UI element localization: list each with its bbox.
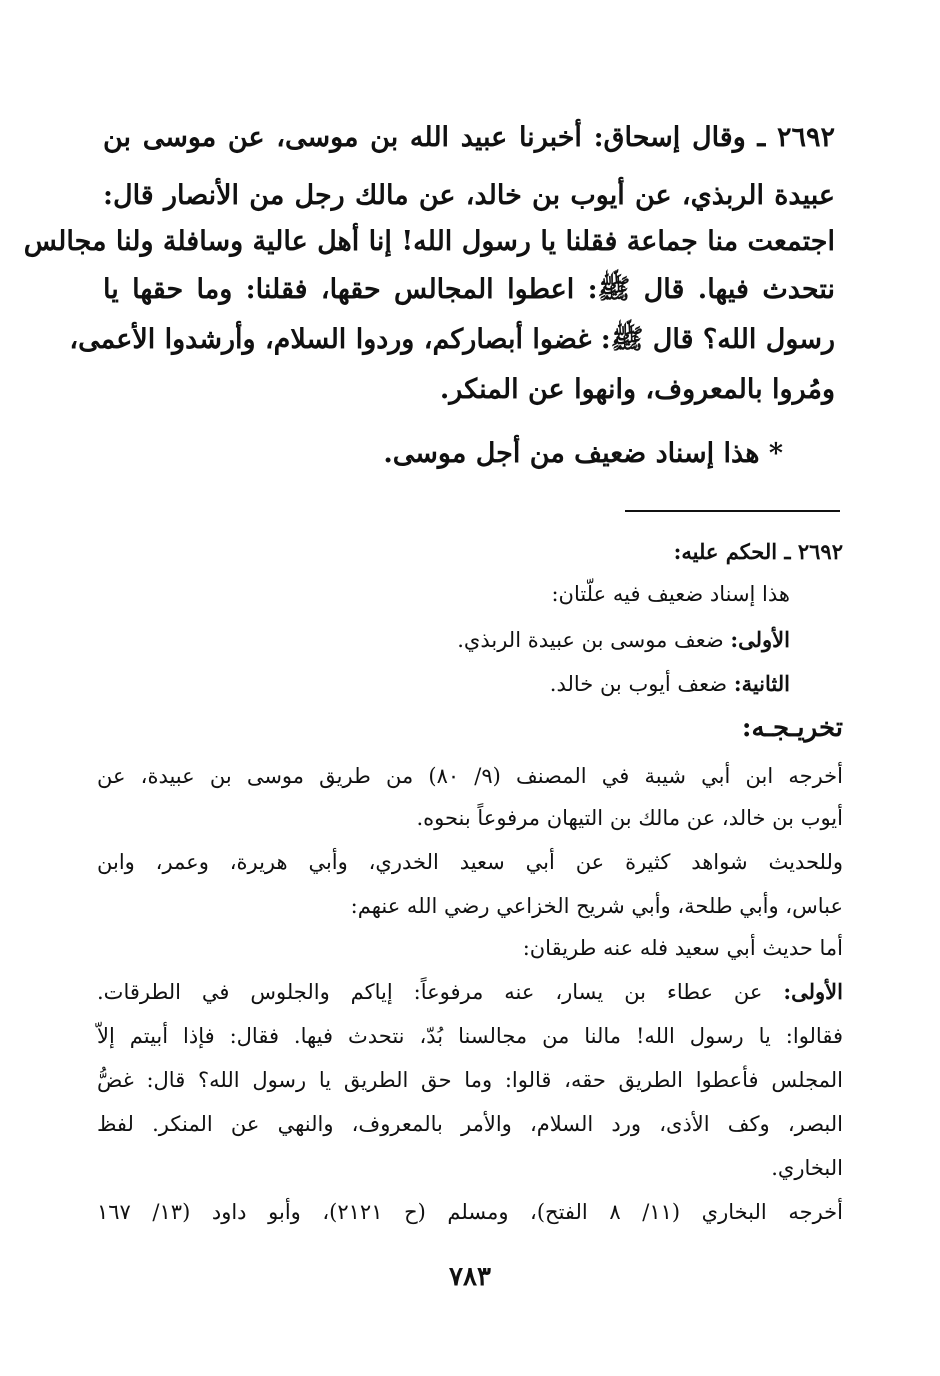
takhrij-route-first [97, 976, 843, 1008]
takhrij-line-5: أما حديث أبي سعيد فله عنه طريقان: [522, 936, 843, 960]
first-text: ضعف موسى بن عبيدة الربذي. [457, 628, 724, 652]
ruling-second-cause [97, 668, 790, 700]
takhrij-heading: تخريـجـه: [741, 713, 843, 743]
takhrij-line-6: فقالوا: يا رسول الله! مالنا من مجالسنا بُدّ، نتحدث فيها. فقال: فإذا أبيتم إلاّ [97, 1024, 843, 1048]
route-text: عن عطاء بن يسار، عنه مرفوعاً: إياكم والجلوس في الطرقات. [97, 980, 763, 1004]
takhrij-line-10: أخرجه البخاري (١١/ ٨ الفتح)، ومسلم (ح ٢١٢١)، وأبو داود (١٣/ ١٦٧ [97, 1200, 843, 1224]
takhrij-line-8: البصر، وكف الأذى، ورد السلام، والأمر بالمعروف، والنهي عن المنكر. لفظ [97, 1112, 843, 1136]
ruling-heading: ٢٦٩٢ ـ الحكم عليه: [673, 539, 843, 564]
hadith-line-1: ٢٦٩٢ ـ وقال إسحاق: أخبرنا عبيد الله بن موسى، عن موسى بن [103, 122, 835, 153]
hadith-line-6: ومُروا بالمعروف، وانهوا عن المنكر. [439, 374, 835, 405]
footnote-separator [625, 510, 840, 512]
second-text: ضعف أيوب بن خالد. [549, 672, 728, 696]
hadith-line-4: نتحدث فيها. قال ﷺ: اعطوا المجالس حقها، فقلنا: وما حقها يا [103, 274, 835, 305]
second-label: الثانية: [733, 671, 790, 696]
takhrij-line-9: البخاري. [771, 1156, 843, 1180]
takhrij-line-1: أخرجه ابن أبي شيبة في المصنف (٩/ ٨٠) من طريق موسى بن عبيدة، عن [97, 764, 843, 788]
takhrij-line-7: المجلس فأعطوا الطريق حقه، قالوا: وما حق الطريق يا رسول الله؟ قال: غضُّ [97, 1068, 843, 1092]
first-label: الأولى: [730, 627, 790, 652]
ruling-intro: هذا إسناد ضعيف فيه علّتان: [551, 582, 790, 606]
takhrij-line-2: أيوب بن خالد، عن مالك بن التيهان مرفوعاً بنحوه. [416, 806, 843, 830]
page-number: ٧٨٣ [449, 1262, 491, 1292]
hadith-line-5: رسول الله؟ قال ﷺ: غضوا أبصاركم، وردوا السلام، وأرشدوا الأعمى، [69, 324, 835, 355]
route-label: الأولى: [783, 979, 843, 1004]
hadith-line-2: عبيدة الربذي، عن أيوب بن خالد، عن مالك رجل من الأنصار قال: [103, 180, 835, 211]
isnad-verdict: * هذا إسناد ضعيف من أجل موسى. [383, 438, 783, 469]
ruling-first-cause [97, 624, 790, 656]
hadith-line-3: اجتمعت منا جماعة فقلنا يا رسول الله! إنا أهل عالية وسافلة ولنا مجالس [23, 226, 835, 257]
takhrij-line-3: وللحديث شواهد كثيرة عن أبي سعيد الخدري، وأبي هريرة، وعمر، وابن [97, 850, 843, 874]
takhrij-line-4: عباس، وأبي طلحة، وأبي شريح الخزاعي رضي الله عنهم: [350, 894, 843, 918]
